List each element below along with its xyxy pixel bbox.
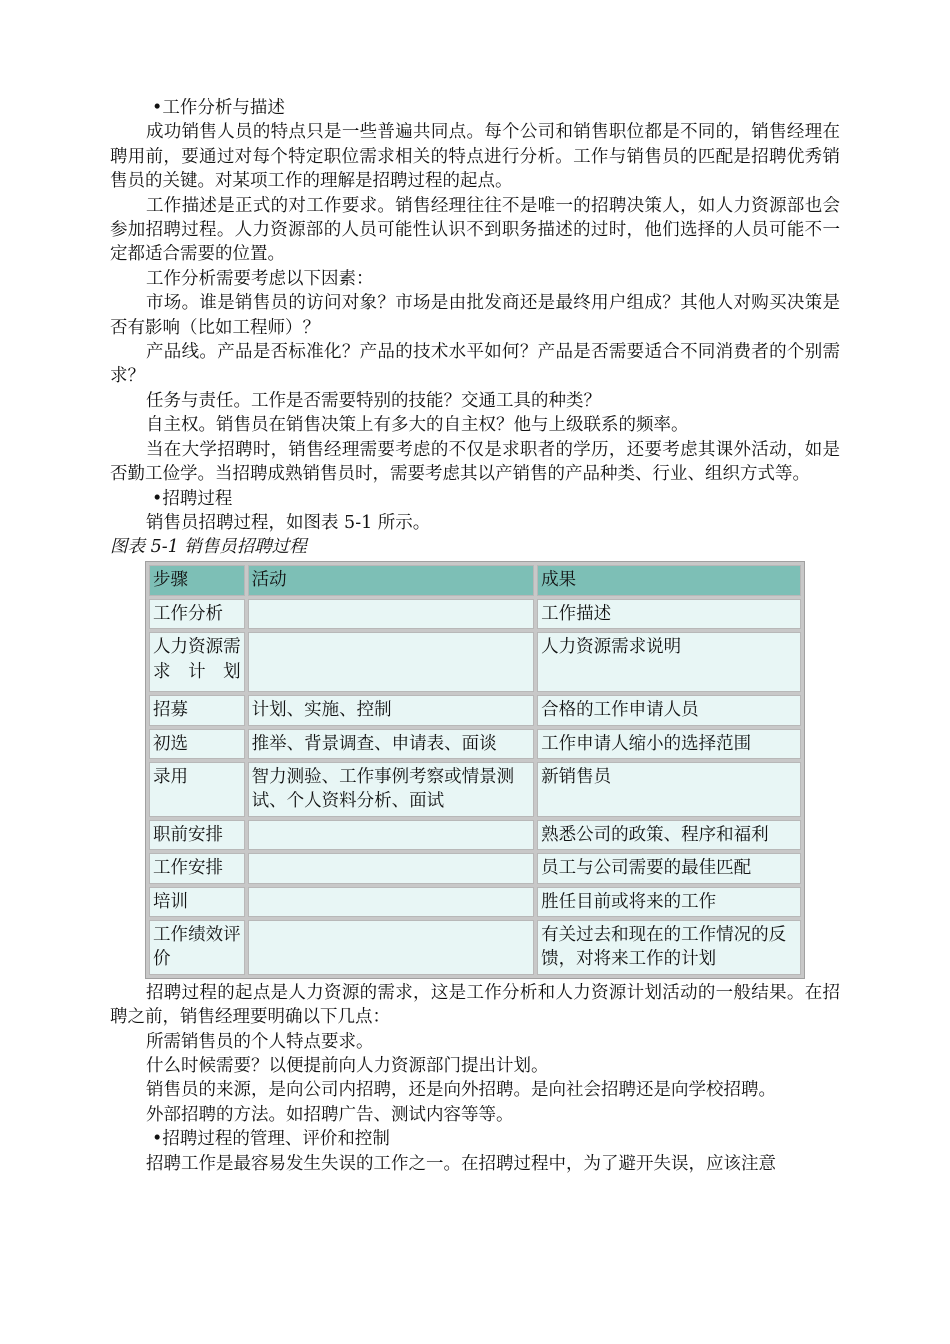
paragraph: 市场。谁是销售员的访问对象？市场是由批发商还是最终用户组成？其他人对购买决策是否有影响（比如工程师）？ — [110, 293, 840, 338]
paragraph: 所需销售员的个人特点要求。 — [146, 1031, 374, 1052]
table-header-cell: 成果 — [537, 565, 801, 595]
table-cell-step: 招募 — [149, 695, 245, 725]
table-header-row — [149, 565, 801, 595]
table-cell-activity — [248, 853, 534, 883]
table-cell-result: 工作申请人缩小的选择范围 — [537, 729, 801, 759]
table-cell-activity — [248, 820, 534, 850]
paragraph: 任务与责任。工作是否需要特别的技能？交通工具的种类？ — [146, 390, 601, 411]
paragraph: 销售员的来源，是向公司内招聘，还是向外招聘。是向社会招聘还是向学校招聘。 — [146, 1080, 776, 1101]
paragraph: 外部招聘的方法。如招聘广告、测试内容等等。 — [146, 1104, 514, 1125]
paragraph: 成功销售人员的特点只是一些普遍共同点。每个公司和销售职位都是不同的，销售经理在聘用前，要通过对每个特定职位需求相关的特点进行分析。工作与销售员的匹配是招聘优秀销售员的关键。对某项工作的理解是招聘过程的起点。 — [110, 122, 840, 192]
table-cell-result: 有关过去和现在的工作情况的反馈，对将来工作的计划 — [537, 920, 801, 975]
table-row — [149, 599, 801, 629]
paragraph: 工作分析需要考虑以下因素： — [146, 268, 374, 289]
table-cell-step: 录用 — [149, 762, 245, 817]
table-cell-activity: 推举、背景调查、申请表、面谈 — [248, 729, 534, 759]
table-row — [149, 762, 801, 817]
table-caption: 图表 5-1 销售员招聘过程 — [110, 537, 307, 558]
section-heading-job-analysis: •工作分析与描述 — [152, 98, 285, 118]
paragraph: 工作描述是正式的对工作要求。销售经理往往不是唯一的招聘决策人，如人力资源部也会参加招聘过程。人力资源部的人员可能性认识不到职务描述的过时，他们选择的人员可能不一定都适合需要的位置。 — [110, 195, 840, 265]
table-cell-step: 工作分析 — [149, 599, 245, 629]
table-cell-activity — [248, 632, 534, 692]
paragraph: 招聘过程的起点是人力资源的需求，这是工作分析和人力资源计划活动的一般结果。在招聘之前，销售经理要明确以下几点： — [110, 982, 840, 1028]
table-cell-activity — [248, 599, 534, 629]
table-cell-activity — [248, 920, 534, 975]
table-cell-result: 人力资源需求说明 — [537, 632, 801, 692]
table-header-cell: 步骤 — [149, 565, 245, 595]
table-cell-step: 工作安排 — [149, 853, 245, 883]
paragraph: 自主权。销售员在销售决策上有多大的自主权？他与上级联系的频率。 — [146, 415, 689, 436]
table-cell-activity: 计划、实施、控制 — [248, 695, 534, 725]
table-cell-activity: 智力测验、工作事例考察或情景测试、个人资料分析、面试 — [248, 762, 534, 817]
paragraph: 什么时候需要？以便提前向人力资源部门提出计划。 — [146, 1056, 549, 1076]
table-cell-result: 合格的工作申请人员 — [537, 695, 801, 725]
table-row — [149, 729, 801, 759]
table-cell-result: 员工与公司需要的最佳匹配 — [537, 853, 801, 883]
table-cell-step: 工作绩效评价 — [149, 920, 245, 975]
table-row — [149, 887, 801, 917]
paragraph: 产品线。产品是否标准化？产品的技术水平如何？产品是否需要适合不同消费者的个别需求？ — [110, 342, 840, 387]
table-cell-result: 工作描述 — [537, 599, 801, 629]
table-cell-result: 熟悉公司的政策、程序和福利 — [537, 820, 801, 850]
recruitment-process-table — [145, 561, 805, 978]
paragraph: 销售员招聘过程，如图表 5-1 所示。 — [146, 512, 431, 533]
table-row — [149, 820, 801, 850]
table-cell-result: 胜任目前或将来的工作 — [537, 887, 801, 917]
table-row — [149, 853, 801, 883]
table-cell-activity — [248, 887, 534, 917]
table-cell-result: 新销售员 — [537, 762, 801, 817]
table-cell-step: 人力资源需求计划 — [149, 632, 245, 692]
section-heading-recruitment-process: •招聘过程 — [152, 488, 233, 509]
table-row — [149, 632, 801, 692]
table-row — [149, 695, 801, 725]
table-cell-step: 初选 — [149, 729, 245, 759]
paragraph: 当在大学招聘时，销售经理需要考虑的不仅是求职者的学历，还要考虑其课外活动，如是否勤工俭学。当招聘成熟销售员时，需要考虑其以产销售的产品种类、行业、组织方式等。 — [110, 439, 840, 485]
section-heading-management: •招聘过程的管理、评价和控制 — [152, 1129, 390, 1150]
table-row — [149, 920, 801, 975]
paragraph: 招聘工作是最容易发生失误的工作之一。在招聘过程中，为了避开失误，应该注意 — [146, 1153, 776, 1174]
table-header-cell: 活动 — [248, 565, 534, 595]
table-cell-step: 培训 — [149, 887, 245, 917]
table-cell-step: 职前安排 — [149, 820, 245, 850]
document-page — [110, 96, 840, 1176]
